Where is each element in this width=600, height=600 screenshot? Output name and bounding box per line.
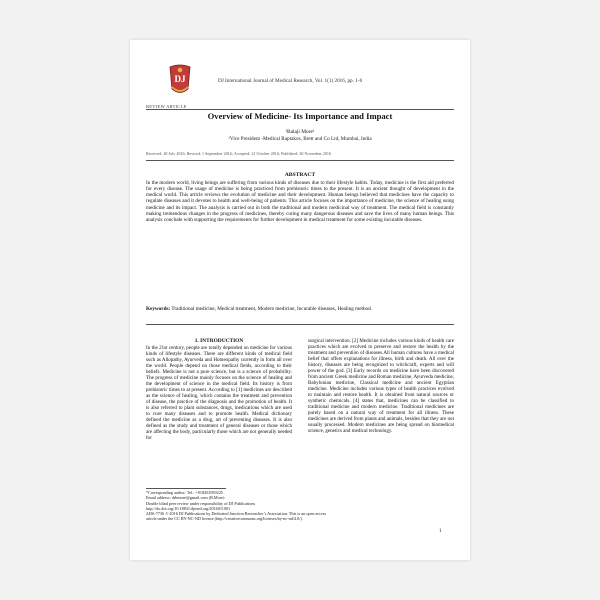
journal-logo	[166, 63, 194, 97]
paper-page	[130, 40, 470, 560]
section-label: REVIEW ARTICLE	[146, 104, 187, 109]
doi-link[interactable]: http://dx.doi.org/10.18831/djmed.org/2016011001	[146, 505, 231, 511]
keywords-list: Traditional medicine, Medical treatment, Modern medicine, Incurable diseases, Healing method.	[171, 306, 373, 312]
footnotes	[146, 490, 436, 522]
introduction-heading: 1. INTRODUCTION	[194, 338, 244, 344]
logo-text: DJ	[174, 74, 186, 84]
journal-header: DJ International Journal of Medical Research, Vol. 1(1) 2016, pp. 1-6	[218, 78, 363, 84]
page-number: 1	[439, 529, 442, 534]
keywords	[146, 306, 454, 312]
abstract-divider	[146, 324, 454, 325]
paper-title: Overview of Medicine- Its Importance and Impact	[207, 111, 393, 121]
dates-divider	[146, 160, 454, 161]
left-column	[146, 338, 292, 441]
footnote-divider	[146, 488, 226, 489]
right-column	[308, 338, 454, 434]
email-address: Email address: drbmore@gmail.com (B.More)	[146, 495, 225, 501]
peer-review-note: Double blind peer review under responsibility of DJ Publications	[146, 500, 256, 506]
header-divider	[146, 109, 454, 110]
author-name: ¹Balaji More¹	[285, 129, 315, 135]
abstract-text: In the modern world, living beings are suffering from various kinds of diseases due to their lifestyle habits. Today, medicine is the first aid preferred for every disease. The usage of medicine is being practiced from prehistoric times to the present. It is an ancient thought of development in the medical world. This article reviews the evolution of medicine and their development. Human beings believed that medicines have the capacity to regulate diseases and it devotes to health and well-being of patients. This article focuses on the importance of medicine, the science of healing using medicine and its impact. The analysis is carried out in both the traditional and modern medicinal way of treatment. The medical field is constantly making tremendous changes in the progress of medicines, thereby curing many dangerous diseases and save the lives of many human beings. This analysis conclude with supporting the requirements for further development in medical treatment for some existing incurable diseases.	[146, 180, 454, 223]
introduction-text-left: In the 21st century, people are totally depended on medicine for various kinds of lifestyle diseases. There are different kinds of medical field such as Allopathy, Ayurveda and Homeopathy currently in form all over the world. People depend on those medical fields, according to their beliefs. Medicine is not a pure science, but is a science of probability. The progress of medicine mainly focuses on the science of healing and the development of science in the medical field. Its history is from prehistoric times to at present. According to [1] medicines are described as the science of healing, which contains the treatment and prevention of disease, the practice of the diagnosis and the promotion of health. It is also referred to plant substances, drugs, medications which are used to cure many diseases and to promote health. Medical dictionary defined the medicine as a drug, art of preventing diseases. It is also defined as the study and treatment of general diseases or those which are affecting the body, particularly those which are not generally needed for	[146, 345, 292, 441]
corresponding-author: *Corresponding author: Tel.: +918452959225	[146, 490, 223, 495]
license-notice: article under the CC BY-NC-ND license (http://creativecommons.org/licenses/by-nc-nd/4.0/).	[146, 516, 303, 522]
publication-dates: Received: 28 July 2016; Revised: 1 September 2016; Accepted: 21 October 2016; Published: 30 November 2016	[146, 151, 331, 156]
copyright-notice: 2456-7736 © 2016 DJ Publications by Dedicated Junction Researcher’s Association. This is an open access	[146, 511, 327, 517]
abstract-heading: ABSTRACT	[284, 172, 316, 178]
keywords-label: Keywords:	[146, 306, 171, 312]
author-affiliation: ¹Vice President -Medical Raptakos, Brett and Co Ltd, Mumbai, India	[228, 136, 372, 142]
introduction-text-right: surgical intervention. [2] Medicine includes various kinds of health care practices which are evolved to preserve and restore the health by the treatment and prevention of diseases.All human cultures have a medical belief that offers explanations for illness, birth and death. All over the history, diseases are being recognized to witchcraft, experts and will power of the god. [3] Early records on medicine have been discovered from ancient Greek medicine and Roman medicine, Ayurveda medicine, Babylonian medicine, Classical medicine and ancient Egyptian medicine. Medicine includes various types of health practices evolved to maintain and restore health. It is obtained from natural sources or synthetic chemicals. [4] states that, medicines can be classified to traditional medicine and modern medicine. Traditional medicines are purely based on a natural way of treatment for all illness. These medicines are derived from plants and animals, besides that they are not usually processed. Modern medicines are being spread on biomedical science, genetics and medical technology.	[308, 338, 454, 434]
